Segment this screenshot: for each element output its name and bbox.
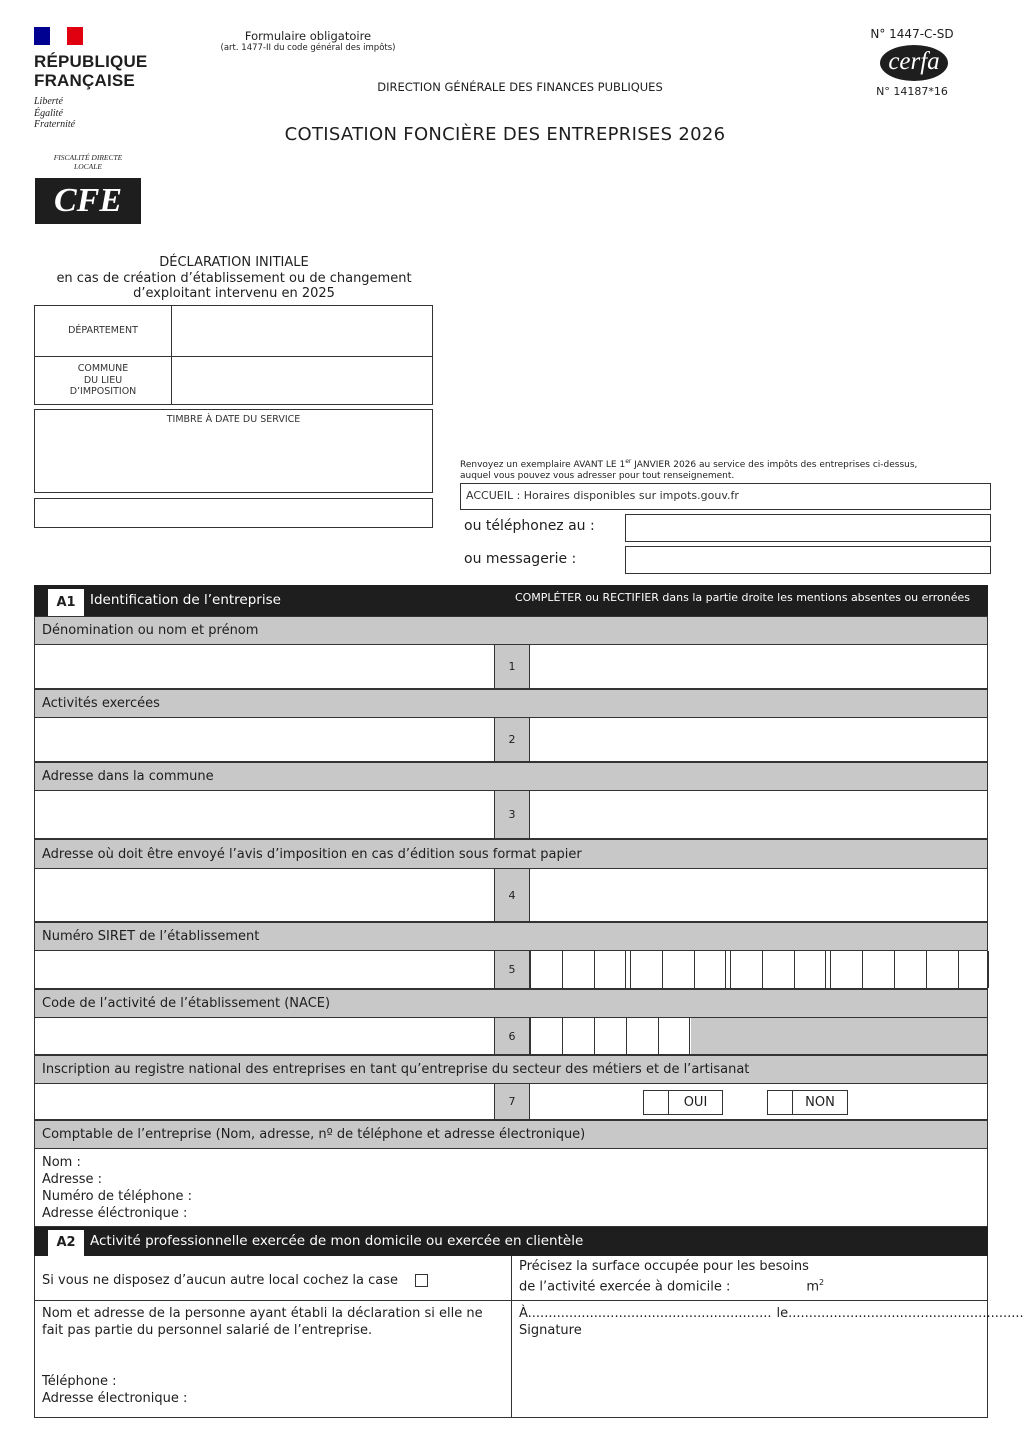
commune-field[interactable]	[172, 357, 432, 404]
comptable-label: Comptable de l’entreprise (Nom, adresse, nº de téléphone et adresse électronique)	[34, 1120, 988, 1149]
messagerie-label: ou messagerie :	[464, 551, 577, 567]
row-4-left-field[interactable]	[35, 869, 494, 921]
departement-label: DÉPARTEMENT	[35, 306, 172, 357]
person-contact[interactable]: Téléphone : Adresse électronique :	[42, 1374, 188, 1406]
row-4-fields	[34, 869, 988, 922]
section-a1-title: Identification de l’entreprise	[90, 592, 281, 608]
row-7-number: 7	[494, 1084, 530, 1119]
timbre-box	[34, 409, 433, 493]
lieu-field: À...........................................................	[519, 1306, 772, 1321]
row-5-fields	[34, 951, 988, 989]
accueil-info: ACCUEIL : Horaires disponibles sur impots.gouv.fr	[460, 483, 991, 510]
row-2-label: Activités exercées	[34, 689, 988, 718]
row-3-right-field[interactable]	[530, 791, 987, 838]
row-5-left-field[interactable]	[35, 951, 494, 988]
row-5-number: 5	[494, 951, 530, 988]
comptable-fields[interactable]	[34, 1149, 988, 1227]
a2-row-divider	[35, 1300, 987, 1301]
oui-option[interactable]	[643, 1090, 723, 1115]
comptable-adresse: Adresse :	[42, 1172, 103, 1187]
row-4-label: Adresse où doit être envoyé l’avis d’imposition en cas d’édition sous format papier	[34, 839, 988, 869]
nace-grey-area	[691, 1018, 987, 1054]
commune-label: COMMUNE DU LIEU D’IMPOSITION	[35, 357, 172, 404]
section-a1-note: COMPLÉTER ou RECTIFIER dans la partie droite les mentions absentes ou erronées	[514, 591, 970, 604]
cfe-logo: CFE	[35, 178, 141, 224]
non-option[interactable]	[767, 1090, 848, 1115]
lieu-date[interactable]	[519, 1305, 1024, 1322]
row-7-left-field[interactable]	[35, 1084, 494, 1119]
siret-group-2[interactable]	[630, 951, 726, 988]
oui-checkbox[interactable]	[644, 1091, 669, 1114]
row-5-label: Numéro SIRET de l’établissement	[34, 922, 988, 951]
cerfa-logo: cerfa	[880, 45, 948, 81]
row-2-number: 2	[494, 718, 530, 761]
devise: Liberté Égalité Fraternité	[34, 96, 76, 130]
telephone-field[interactable]	[625, 514, 991, 542]
french-flag-logo	[34, 27, 83, 45]
comptable-nom: Nom :	[42, 1155, 81, 1170]
row-1-label: Dénomination ou nom et prénom	[34, 616, 988, 645]
no-local-label: Si vous ne disposez d’aucun autre local cochez la case	[42, 1273, 399, 1288]
dgfip-label: DIRECTION GÉNÉRALE DES FINANCES PUBLIQUES	[377, 80, 663, 94]
renvoyez-note: Renvoyez un exemplaire AVANT LE 1er JANVIER 2026 au service des impôts des entreprises ci-dessus, auquel vous pouvez vous adresser pour tout renseignement.	[460, 458, 918, 481]
signature-area[interactable]	[519, 1342, 983, 1413]
a2-divider	[511, 1256, 512, 1417]
republique-francaise-logo: RÉPUBLIQUE FRANÇAISE	[34, 52, 148, 90]
non-label: NON	[805, 1095, 835, 1110]
signature-label: Signature	[519, 1323, 582, 1338]
siret-group-1[interactable]	[530, 951, 626, 988]
timbre-label: TIMBRE À DATE DU SERVICE	[166, 414, 301, 425]
row-6-fields	[34, 1018, 988, 1055]
surface-info: Précisez la surface occupée pour les besoins de l’activité exercée à domicile : $m^2$	[519, 1259, 825, 1295]
row-1-number: 1	[494, 645, 530, 688]
section-a2-title: Activité professionnelle exercée de mon domicile ou exercée en clientèle	[90, 1233, 584, 1249]
row-1-right-field[interactable]	[530, 645, 987, 688]
cerfa-number: N° 14187*16	[876, 85, 948, 98]
date-field: le.........................................................	[776, 1306, 1024, 1321]
messagerie-field[interactable]	[625, 546, 991, 574]
row-2-fields	[34, 718, 988, 762]
non-checkbox[interactable]	[768, 1091, 793, 1114]
row-3-left-field[interactable]	[35, 791, 494, 838]
page-title: COTISATION FONCIÈRE DES ENTREPRISES 2026	[284, 124, 726, 145]
row-4-number: 4	[494, 869, 530, 921]
row-4-right-field[interactable]	[530, 869, 987, 921]
oui-label: OUI	[683, 1095, 708, 1110]
blank-box[interactable]	[34, 498, 433, 528]
comptable-email: Adresse éléctronique :	[42, 1206, 188, 1221]
person-info: Nom et adresse de la personne ayant établi la déclaration si elle ne fait pas partie du personnel salarié de l’entreprise.	[42, 1306, 483, 1338]
form-number: N° 1447-C-SD	[870, 27, 954, 41]
nace-cells[interactable]	[530, 1018, 690, 1054]
row-1-left-field[interactable]	[35, 645, 494, 688]
row-6-number: 6	[494, 1018, 530, 1054]
section-a2-body	[34, 1256, 1024, 1418]
section-a1-code: A1	[48, 589, 84, 616]
row-7-fields	[34, 1084, 988, 1120]
row-3-number: 3	[494, 791, 530, 838]
section-a2-header	[34, 1227, 988, 1256]
row-7-label: Inscription au registre national des entreprises en tant qu’entreprise du secteur des métiers et de l’artisanat	[34, 1055, 988, 1084]
section-a2-code: A2	[48, 1230, 84, 1256]
departement-field[interactable]	[172, 306, 432, 357]
row-6-label: Code de l’activité de l’établissement (NACE)	[34, 989, 988, 1018]
row-6-left-field[interactable]	[35, 1018, 494, 1054]
telephone-label: ou téléphonez au :	[464, 518, 595, 534]
siret-group-4[interactable]	[830, 951, 989, 988]
row-3-fields	[34, 791, 988, 839]
row-1-fields	[34, 645, 988, 689]
fiscalite-label: FISCALITÉ DIRECTE LOCALE	[53, 153, 123, 171]
siret-group-3[interactable]	[730, 951, 826, 988]
formulaire-obligatoire: Formulaire obligatoire (art. 1477-II du code général des impôts)	[220, 29, 396, 53]
no-local-option[interactable]	[42, 1272, 428, 1289]
comptable-telephone: Numéro de téléphone :	[42, 1189, 193, 1204]
row-2-left-field[interactable]	[35, 718, 494, 761]
row-3-label: Adresse dans la commune	[34, 762, 988, 791]
declaration-title: DÉCLARATION INITIALE en cas de création d’établissement ou de changement d’exploitant intervenu en 2025	[56, 255, 412, 301]
section-a1-header	[34, 585, 988, 616]
row-2-right-field[interactable]	[530, 718, 987, 761]
no-local-checkbox[interactable]	[415, 1274, 428, 1287]
location-box	[34, 305, 433, 405]
